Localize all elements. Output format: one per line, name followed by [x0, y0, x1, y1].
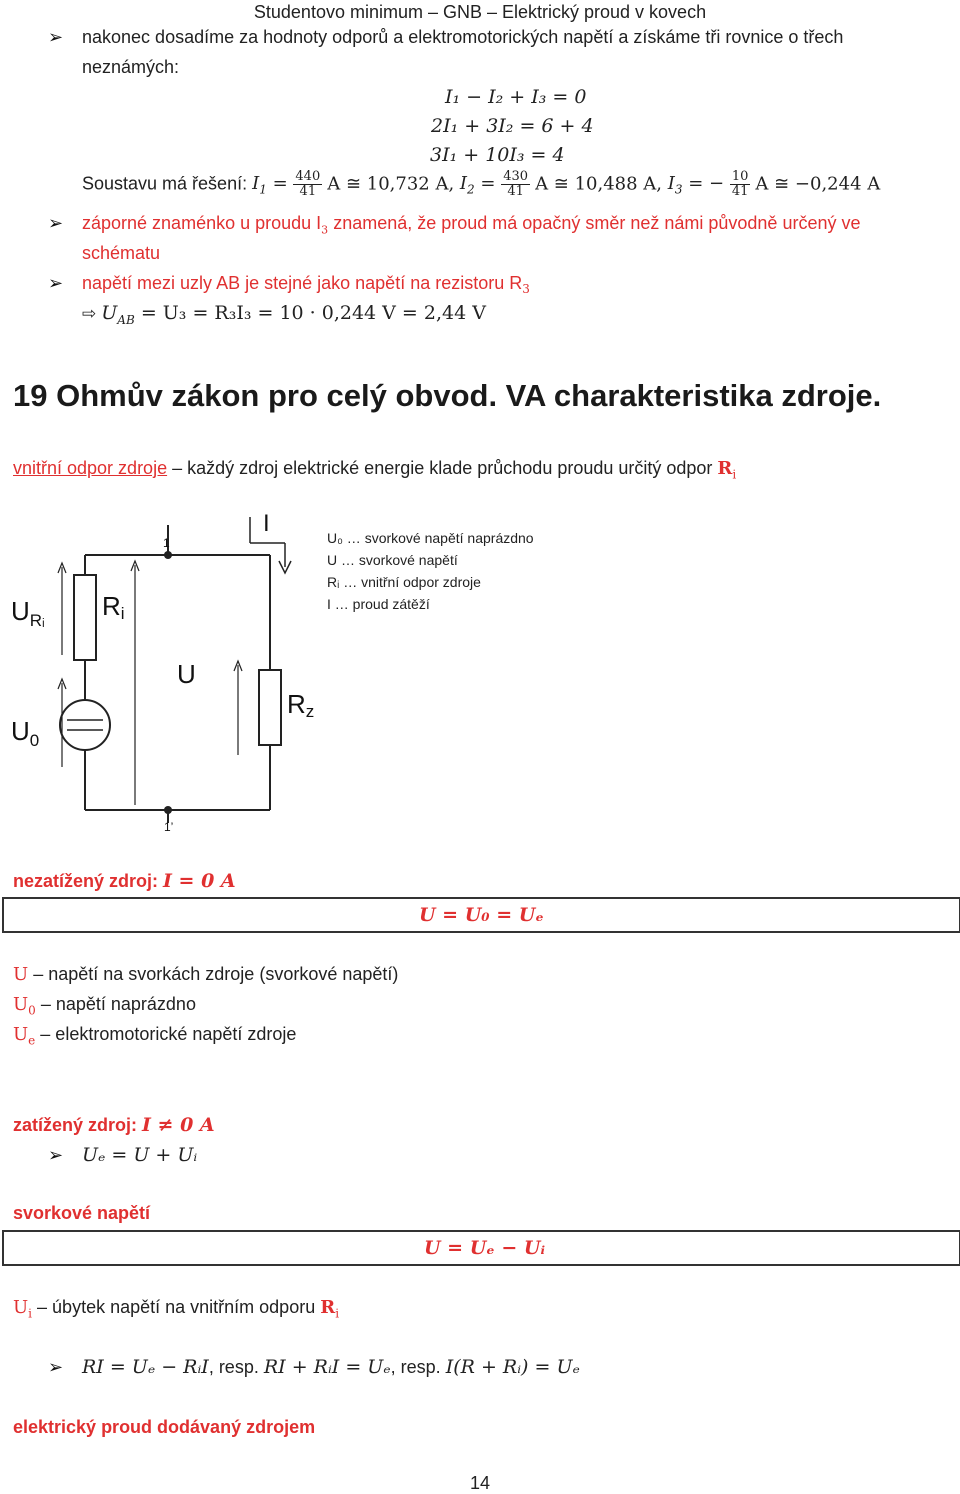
label-rz: Rz	[287, 689, 315, 721]
def-row-u: U – napětí na svorkách zdroje (svorkové napětí)	[13, 964, 399, 985]
section-heading: 19 Ohmův zákon pro celý obvod. VA charakteristika zdroje.	[13, 378, 882, 413]
voltage-source-icon	[60, 700, 110, 750]
equation-1: I₁ − I₂ + I₃ = 0	[445, 86, 587, 108]
current-label: elektrický proud dodávaný zdrojem	[13, 1417, 316, 1437]
label-current: I	[263, 510, 270, 537]
loaded-condition: I ≠ 0 A	[142, 1114, 215, 1136]
i2-denominator: 41	[507, 184, 524, 199]
bullet-arrow-icon: ➢	[48, 273, 64, 293]
unloaded-label: nezatížený zdroj:	[13, 871, 159, 891]
label-terminal-1p: 1’	[164, 820, 174, 834]
bullet-arrow-icon: ➢	[48, 213, 64, 233]
legend-u0: U₀ … svorkové napětí naprázdno	[327, 530, 534, 546]
equation-3: 3I₁ + 10I₃ = 4	[430, 144, 565, 166]
intro-text-line1: nakonec dosadíme za hodnoty odporů a elektromotorických napětí a získáme tři rovnice o třech	[82, 27, 844, 47]
bullet-arrow-icon: ➢	[48, 1357, 64, 1377]
unloaded-condition: I = 0 A	[163, 870, 236, 892]
label-u: U	[177, 659, 196, 689]
hollow-arrow-icon: ⇨	[82, 304, 97, 323]
i2-value: A ≅ 10,488 A,	[535, 173, 668, 195]
intro-text-line2: neznámých:	[82, 57, 180, 77]
solution-label: Soustavu má řešení:	[82, 173, 248, 194]
legend-i: I … proud zátěží	[327, 596, 430, 612]
bullet-arrow-icon: ➢	[48, 1145, 64, 1165]
circuit-diagram	[5, 505, 595, 840]
page-number: 14	[469, 1473, 491, 1493]
def-row-ue: $U_e$ – elektromotorické napětí zdroje	[13, 1024, 297, 1048]
unloaded-formula: U = U₀ = Uₑ	[419, 904, 544, 926]
terminal-formula: U = Uₑ − Uᵢ	[424, 1237, 545, 1259]
i3-numerator: 10	[731, 169, 749, 184]
unloaded-formula-box	[2, 897, 960, 933]
terminal-voltage-label: svorkové napětí	[13, 1203, 151, 1223]
unloaded-label-line	[13, 870, 236, 892]
ui-definition: $U_i$ – úbytek napětí na vnitřním odporu $R_i$	[13, 1297, 340, 1321]
i1-value: A ≅ 10,732 A,	[327, 173, 460, 195]
negative-sign-note: záporné znaménko u proudu $I_3$ znamená, že proud má opačný směr než námi původně určený ve	[82, 213, 861, 237]
terminal-formula-box	[2, 1230, 960, 1266]
uab-equation: = U₃ = R₃I₃ = 10 · 0,244 V = 2,44 V	[140, 302, 486, 324]
label-u0: $U_0$	[11, 716, 40, 750]
resistor-rz	[259, 670, 281, 745]
terminal-1	[164, 551, 172, 559]
solution-line: Soustavu má řešení: $I_1$ = $\frac{440}{41}$ A ≅ 10,732 A, $I_2$ = $\frac{430}{41}$ A ≅ 10,488 A, $I_3$ = − $\frac{10}{41}$ A ≅ −0,244 A	[82, 169, 881, 199]
i1-numerator: 440	[295, 169, 321, 184]
resistor-ri	[74, 575, 96, 660]
definition-term: vnitřní odpor zdroje	[13, 458, 168, 478]
i3-denominator: 41	[731, 184, 749, 199]
loaded-equation: Uₑ = U + Uᵢ	[82, 1144, 198, 1166]
terminal-1-prime	[164, 806, 172, 814]
ohm-equations: RI = Uₑ − RᵢI, resp. RI + RᵢI = Uₑ, resp. I(R + Rᵢ) = Uₑ	[82, 1356, 580, 1378]
legend-u: U … svorkové napětí	[327, 552, 458, 568]
page-header: Studentovo minimum – GNB – Elektrický proud v kovech	[253, 2, 707, 22]
definition-text: – každý zdroj elektrické energie klade průchodu proudu určitý odpor	[172, 458, 718, 478]
label-terminal-1: 1	[163, 536, 170, 550]
negative-sign-note-cont: schématu	[82, 243, 161, 263]
definition-line: vnitřní odpor zdroje – každý zdroj elektrické energie klade průchodu proudu určitý odpor $R_i$	[13, 458, 737, 482]
equation-2: 2I₁ + 3I₂ = 6 + 4	[431, 115, 594, 137]
loaded-label: zatížený zdroj:	[13, 1115, 138, 1135]
def-row-u0: $U_0$ – napětí naprázdno	[13, 994, 196, 1018]
uab-equation-line: ⇨ $U_{AB} = U_3 = R_3I_3 = 10 \cdot 0,244$ V = 2,44 V	[82, 302, 486, 327]
i1-denominator: 41	[299, 184, 317, 199]
label-ri: Ri	[102, 591, 125, 623]
i2-numerator: 430	[503, 169, 529, 184]
i3-value: A ≅ −0,244 A	[755, 173, 881, 195]
label-uri: $U_{Rᵢ}$	[11, 596, 45, 630]
ab-voltage-note: napětí mezi uzly AB je stejné jako napětí na rezistoru $R_3$	[82, 273, 530, 297]
legend-ri: Rᵢ … vnitřní odpor zdroje	[327, 574, 481, 590]
bullet-arrow-icon: ➢	[48, 27, 64, 47]
loaded-label-line	[13, 1114, 215, 1136]
